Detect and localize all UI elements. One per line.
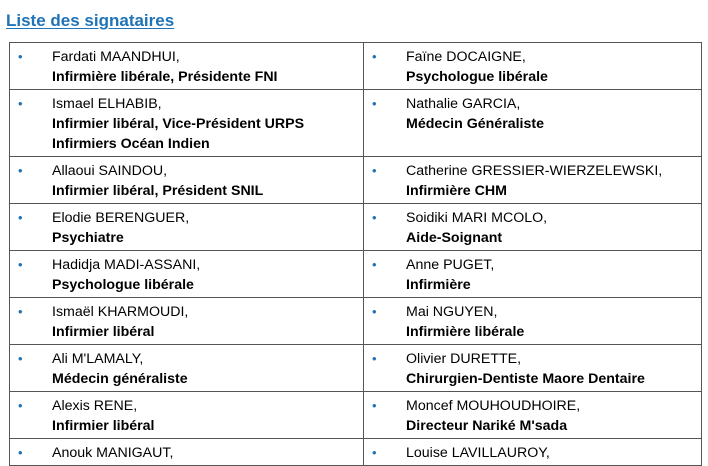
bullet-icon: • — [18, 445, 23, 460]
signatory-name: Ali M'LAMALY, — [52, 351, 144, 367]
signatory-cell — [10, 439, 364, 466]
signatory-name: Catherine GRESSIER-WIERZELEWSKI, — [406, 163, 663, 179]
bullet-icon: • — [18, 163, 23, 178]
signatory-name-line — [18, 396, 359, 416]
signatory-role-line — [18, 228, 359, 248]
signatory-name-line — [372, 349, 697, 369]
signatory-cell — [10, 345, 364, 392]
signatories-table-body — [10, 43, 702, 466]
bullet-icon: • — [372, 304, 377, 319]
signatory-cell — [10, 43, 364, 90]
signatory-name: Moncef MOUHOUDHOIRE, — [406, 398, 581, 414]
signatory-role-line — [18, 416, 359, 436]
bullet-icon: • — [372, 210, 377, 225]
signatory-cell — [10, 157, 364, 204]
bullet-icon: • — [18, 210, 23, 225]
signatory-name: Anouk MANIGAUT, — [52, 445, 174, 461]
signatory-role: Infirmier libéral — [52, 418, 155, 434]
signatory-name: Fardati MAANDHUI, — [52, 49, 180, 65]
bullet-icon: • — [372, 445, 377, 460]
bullet-icon: • — [372, 49, 377, 64]
signatory-role-line — [18, 275, 359, 295]
signatory-name-line — [372, 396, 697, 416]
signatory-role: Directeur Nariké M'sada — [406, 418, 568, 434]
signatory-row — [10, 345, 702, 392]
signatory-role-line — [372, 416, 697, 436]
signatory-name-line — [372, 255, 697, 275]
bullet-icon: • — [372, 398, 377, 413]
signatory-cell — [364, 345, 702, 392]
bullet-icon: • — [18, 351, 23, 366]
signatory-row — [10, 251, 702, 298]
signatory-name: Olivier DURETTE, — [406, 351, 522, 367]
signatory-cell — [364, 157, 702, 204]
signatory-role: Infirmière libérale, Présidente FNI — [52, 69, 278, 85]
signatory-role-line — [372, 322, 697, 342]
signatory-name: Nathalie GARCIA, — [406, 96, 521, 112]
signatory-cell — [364, 298, 702, 345]
signatory-name: Ismaël KHARMOUDI, — [52, 304, 189, 320]
signatory-cell — [10, 204, 364, 251]
signatory-name-line — [372, 208, 697, 228]
signatory-cell — [364, 439, 702, 466]
signatory-name: Louise LAVILLAUROY, — [406, 445, 550, 461]
signatory-role-line — [372, 67, 697, 87]
signatory-name: Alexis RENE, — [52, 398, 138, 414]
signatory-role: Infirmière — [406, 277, 471, 293]
signatory-name: Mai NGUYEN, — [406, 304, 498, 320]
signatory-role-line — [372, 228, 697, 248]
bullet-icon: • — [18, 49, 23, 64]
signatory-role-line — [18, 369, 359, 389]
signatory-role: Infirmier libéral — [52, 324, 155, 340]
signatory-row — [10, 392, 702, 439]
signatory-role: Psychologue libérale — [406, 69, 548, 85]
signatory-role: Infirmier libéral, Président SNIL — [52, 183, 264, 199]
signatory-cell — [364, 204, 702, 251]
signatory-row — [10, 204, 702, 251]
signatory-name: Allaoui SAINDOU, — [52, 163, 168, 179]
signatory-name-line — [372, 161, 697, 181]
signatory-role-line — [18, 67, 359, 87]
bullet-icon: • — [372, 257, 377, 272]
signatory-role: Médecin Généraliste — [406, 116, 544, 132]
signatories-table — [9, 42, 702, 466]
signatory-role-line — [18, 322, 359, 342]
signatory-cell — [10, 251, 364, 298]
signatory-name-line — [18, 47, 359, 67]
bullet-icon: • — [372, 351, 377, 366]
signatory-role: Infirmière libérale — [406, 324, 525, 340]
signatory-role-line — [18, 181, 359, 201]
signatory-row — [10, 157, 702, 204]
signatory-name-line — [372, 94, 697, 114]
signatory-role-line — [18, 134, 359, 154]
signatory-name-line — [18, 302, 359, 322]
signatory-name: Ismael ELHABIB, — [52, 96, 162, 112]
signatory-name-line — [18, 443, 359, 463]
signatory-role: Infirmiers Océan Indien — [52, 136, 210, 152]
bullet-icon: • — [18, 398, 23, 413]
signatory-cell — [10, 298, 364, 345]
signatory-role: Chirurgien-Dentiste Maore Dentaire — [406, 371, 645, 387]
signatory-role: Psychiatre — [52, 230, 124, 246]
signatory-name-line — [372, 443, 697, 463]
signatory-row — [10, 298, 702, 345]
bullet-icon: • — [18, 257, 23, 272]
signatory-cell — [364, 43, 702, 90]
signatory-name: Elodie BERENGUER, — [52, 210, 190, 226]
signatory-name: Anne PUGET, — [406, 257, 495, 273]
bullet-icon: • — [18, 304, 23, 319]
signatory-name: Hadidja MADI-ASSANI, — [52, 257, 201, 273]
signatory-row — [10, 43, 702, 90]
signatory-role-line — [18, 114, 359, 134]
signatory-role-line — [372, 275, 697, 295]
signatory-role: Infirmier libéral, Vice-Président URPS — [52, 116, 305, 132]
signatory-cell — [364, 392, 702, 439]
signatory-role: Psychologue libérale — [52, 277, 194, 293]
signatory-name-line — [18, 255, 359, 275]
signatory-cell — [364, 90, 702, 157]
signatory-name-line — [372, 47, 697, 67]
bullet-icon: • — [18, 96, 23, 111]
bullet-icon: • — [372, 163, 377, 178]
signatory-role-line — [372, 181, 697, 201]
signatory-name-line — [18, 349, 359, 369]
signatory-name: Faïne DOCAIGNE, — [406, 49, 526, 65]
signatory-name-line — [372, 302, 697, 322]
signatory-cell — [10, 392, 364, 439]
signatory-role-line — [372, 369, 697, 389]
signatory-role: Infirmière CHM — [406, 183, 507, 199]
signatory-name-line — [18, 161, 359, 181]
signatory-name-line — [18, 94, 359, 114]
signatory-role: Aide-Soignant — [406, 230, 503, 246]
bullet-icon: • — [372, 96, 377, 111]
signatory-cell — [364, 251, 702, 298]
page-title: Liste des signataires — [6, 11, 175, 30]
signatory-row — [10, 90, 702, 157]
signatory-cell — [10, 90, 364, 157]
signatory-name-line — [18, 208, 359, 228]
signatory-name: Soidiki MARI MCOLO, — [406, 210, 548, 226]
signatory-row — [10, 439, 702, 466]
signatory-role: Médecin généraliste — [52, 371, 188, 387]
signatory-role-line — [372, 114, 697, 134]
